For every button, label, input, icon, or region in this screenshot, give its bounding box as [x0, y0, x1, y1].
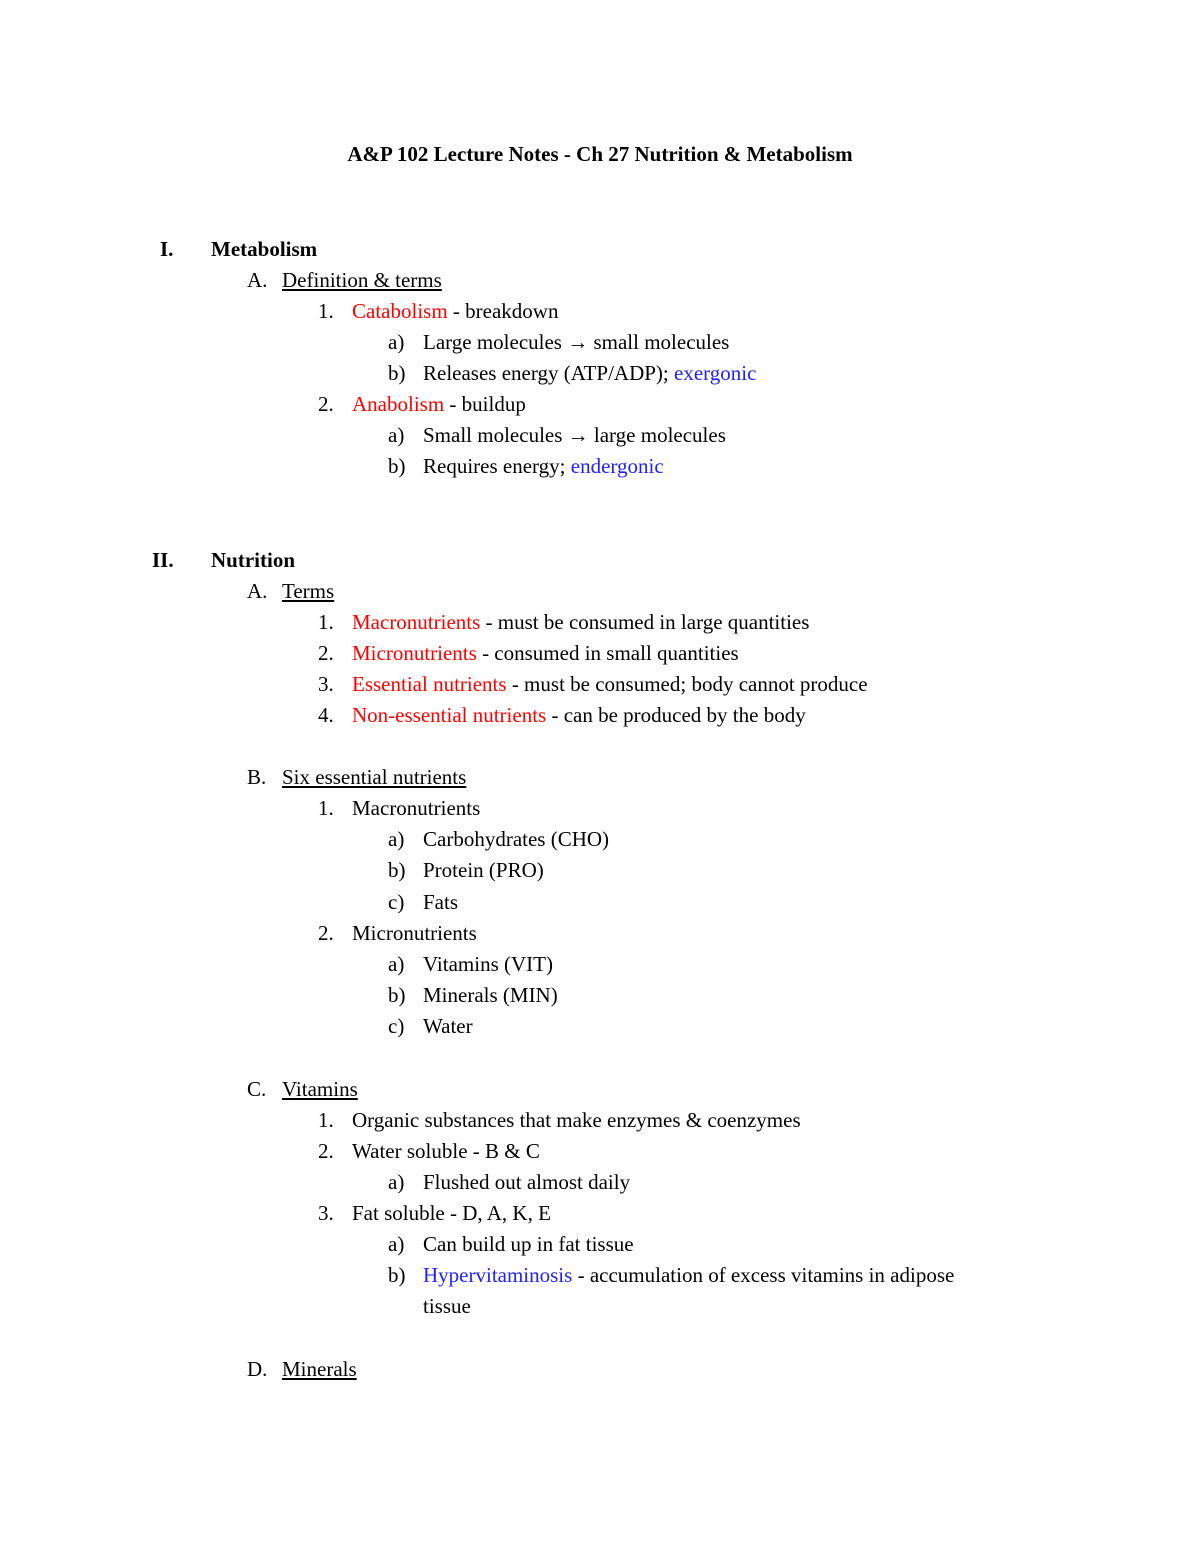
list-item: Large molecules → small molecules — [423, 330, 730, 354]
list-item: Fats — [423, 890, 459, 914]
list-item: Can build up in fat tissue — [423, 1232, 634, 1256]
section-numeral-2: II. — [152, 548, 174, 572]
list-item: Protein (PRO) — [423, 858, 544, 882]
term-endergonic: endergonic — [570, 454, 664, 478]
list-marker: a) — [388, 330, 405, 354]
section-numeral-1: I. — [160, 237, 174, 261]
list-marker: a) — [388, 952, 405, 976]
list-marker: 2. — [318, 641, 334, 665]
item-text: Releases energy (ATP/ADP); — [423, 361, 674, 385]
term-non-essential-nutrients: Non-essential nutrients — [352, 703, 547, 727]
list-item: Micronutrients — [352, 921, 477, 945]
list-item: Organic substances that make enzymes & coenzymes — [352, 1108, 801, 1132]
list-marker: a) — [388, 1170, 405, 1194]
item-text: - accumulation of excess vitamins in adipose — [572, 1263, 955, 1287]
list-item-anabolism — [352, 391, 526, 417]
list-item — [423, 360, 756, 386]
list-item: Small molecules → large molecules — [423, 423, 726, 447]
subsection-marker: B. — [247, 765, 267, 789]
list-marker: b) — [388, 1263, 406, 1287]
subsection-marker: C. — [247, 1077, 267, 1101]
subsection-marker: D. — [247, 1357, 268, 1381]
list-item-essential-nutrients — [352, 671, 868, 697]
list-item: Water — [423, 1014, 473, 1038]
subsection-heading-terms: Terms — [282, 579, 335, 603]
list-item: Macronutrients — [352, 796, 481, 820]
list-marker: 1. — [318, 1108, 334, 1132]
list-item-macronutrients — [352, 609, 809, 635]
list-marker: 2. — [318, 1139, 334, 1163]
list-item: Water soluble - B & C — [352, 1139, 540, 1163]
list-item-micronutrients — [352, 640, 739, 666]
list-item: Flushed out almost daily — [423, 1170, 631, 1194]
list-marker: 1. — [318, 796, 334, 820]
subsection-marker: A. — [247, 268, 268, 292]
list-marker: c) — [388, 890, 405, 914]
item-text: - consumed in small quantities — [476, 641, 739, 665]
list-item — [423, 453, 664, 479]
list-item-non-essential-nutrients — [352, 702, 806, 728]
subsection-heading-six-essential-nutrients: Six essential nutrients — [282, 765, 467, 789]
page-title: A&P 102 Lecture Notes - Ch 27 Nutrition & Metabolism — [347, 142, 853, 166]
list-marker: c) — [388, 1014, 405, 1038]
term-anabolism: Anabolism — [352, 392, 445, 416]
list-marker: 1. — [318, 299, 334, 323]
item-text: - breakdown — [447, 299, 559, 323]
list-item-continuation: tissue — [423, 1294, 471, 1318]
list-marker: a) — [388, 423, 405, 447]
section-heading-metabolism: Metabolism — [211, 237, 318, 261]
subsection-heading-vitamins: Vitamins — [282, 1077, 358, 1101]
item-text: - must be consumed; body cannot produce — [506, 672, 868, 696]
term-macronutrients: Macronutrients — [352, 610, 481, 634]
term-micronutrients: Micronutrients — [352, 641, 477, 665]
list-marker: b) — [388, 983, 406, 1007]
subsection-heading-minerals: Minerals — [282, 1357, 357, 1381]
list-marker: b) — [388, 454, 406, 478]
list-item: Carbohydrates (CHO) — [423, 827, 610, 851]
list-marker: 1. — [318, 610, 334, 634]
list-item: Vitamins (VIT) — [423, 952, 553, 976]
term-hypervitaminosis: Hypervitaminosis — [423, 1263, 573, 1287]
term-essential-nutrients: Essential nutrients — [352, 672, 507, 696]
list-marker: b) — [388, 858, 406, 882]
item-text: - must be consumed in large quantities — [480, 610, 810, 634]
list-item-hypervitaminosis — [423, 1262, 954, 1288]
list-marker: b) — [388, 361, 406, 385]
term-catabolism: Catabolism — [352, 299, 448, 323]
list-item: Fat soluble - D, A, K, E — [352, 1201, 551, 1225]
subsection-heading-definitions: Definition & terms — [282, 268, 442, 292]
list-marker: 3. — [318, 672, 334, 696]
section-heading-nutrition: Nutrition — [211, 548, 295, 572]
term-exergonic: exergonic — [674, 361, 757, 385]
item-text: - can be produced by the body — [546, 703, 806, 727]
item-text: Requires energy; — [423, 454, 571, 478]
list-marker: a) — [388, 827, 405, 851]
list-marker: a) — [388, 1232, 405, 1256]
list-marker: 3. — [318, 1201, 334, 1225]
list-item: Minerals (MIN) — [423, 983, 558, 1007]
list-marker: 4. — [318, 703, 334, 727]
list-item-catabolism — [352, 298, 558, 324]
list-marker: 2. — [318, 392, 334, 416]
subsection-marker: A. — [247, 579, 268, 603]
item-text: - buildup — [444, 392, 526, 416]
list-marker: 2. — [318, 921, 334, 945]
